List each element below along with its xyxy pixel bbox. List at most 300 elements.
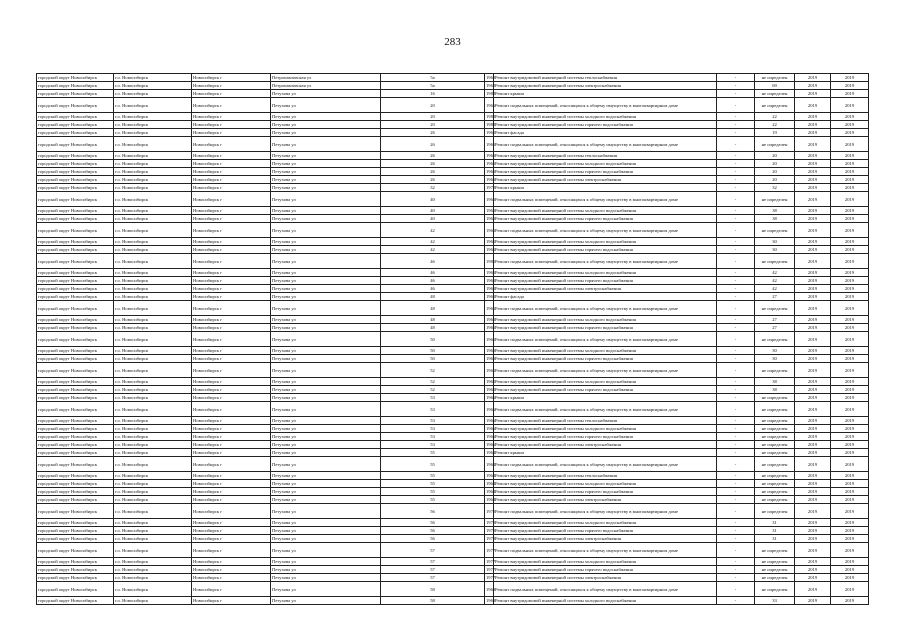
- district-cell: г.о. Новосибирск: [114, 269, 192, 277]
- plan-year-end-cell: 2019: [831, 363, 869, 378]
- plan-year-end-cell: 2019: [831, 160, 869, 168]
- street-cell: Петухова ул: [271, 176, 381, 184]
- district-cell: г.о. Новосибирск: [114, 378, 192, 386]
- table-row: [37, 332, 869, 347]
- plan-year-end-cell: 2019: [831, 285, 869, 293]
- district-cell: г.о. Новосибирск: [114, 527, 192, 535]
- district-cell: г.о. Новосибирск: [114, 566, 192, 574]
- plan-year-start-cell: 2019: [795, 449, 831, 457]
- plan-year-end-cell: 2019: [831, 113, 869, 121]
- work-type-cell: Ремонт подвальных помещений, относящихся к общему имуществу в многоквартирном доме: [494, 332, 717, 347]
- area-cell: -: [717, 82, 755, 90]
- area-cell: -: [717, 363, 755, 378]
- street-cell: Петухова ул: [271, 223, 381, 238]
- municipality-cell: городской округ Новосибирск: [37, 535, 114, 543]
- municipality-cell: городской округ Новосибирск: [37, 316, 114, 324]
- municipality-cell: городской округ Новосибирск: [37, 137, 114, 152]
- area-cell: -: [717, 425, 755, 433]
- work-type-cell: Ремонт внутридомовой инженерной системы холодного водоснабжения: [494, 160, 717, 168]
- municipality-cell: городской округ Новосибирск: [37, 246, 114, 254]
- work-type-cell: Ремонт подвальных помещений, относящихся к общему имуществу в многоквартирном доме: [494, 254, 717, 269]
- district-cell: г.о. Новосибирск: [114, 90, 192, 98]
- municipality-cell: городской округ Новосибирск: [37, 496, 114, 504]
- cost-cell: не определен: [755, 402, 795, 417]
- area-cell: -: [717, 504, 755, 519]
- house-number-cell: 52: [381, 386, 485, 394]
- street-cell: Петухова ул: [271, 402, 381, 417]
- district-cell: г.о. Новосибирск: [114, 363, 192, 378]
- year-cell: 1965: [486, 294, 496, 299]
- area-cell: -: [717, 597, 755, 605]
- cost-cell: не определен: [755, 332, 795, 347]
- house-number-cell: 55: [381, 480, 485, 488]
- house-number-cell: 56: [381, 519, 485, 527]
- year-cell: 1970: [485, 504, 494, 519]
- plan-year-end-cell: 2019: [831, 355, 869, 363]
- city-cell: Новосибирск г: [192, 441, 271, 449]
- street-cell: Петухова ул: [271, 449, 381, 457]
- table-row: [37, 238, 869, 246]
- plan-year-start-cell: 2019: [795, 433, 831, 441]
- street-cell: Петухова ул: [271, 137, 381, 152]
- work-type-cell: Ремонт внутридомовой инженерной системы электроснабжения: [494, 496, 717, 504]
- plan-year-end-cell: 2019: [831, 582, 869, 597]
- street-cell: Петухова ул: [271, 254, 381, 269]
- area-cell: -: [717, 480, 755, 488]
- street-cell: Петухова ул: [271, 386, 381, 394]
- plan-year-end-cell: 2019: [831, 192, 869, 207]
- work-type-cell: Ремонт внутридомовой инженерной системы теплоснабжения: [494, 152, 717, 160]
- plan-year-end-cell: 2019: [831, 238, 869, 246]
- plan-year-start-cell: 2019: [795, 238, 831, 246]
- year-cell: 1977: [486, 575, 496, 580]
- city-cell: Новосибирск г: [192, 363, 271, 378]
- work-type-cell: Ремонт внутридомовой инженерной системы теплоснабжения: [494, 74, 717, 82]
- plan-year-start-cell: 2019: [795, 488, 831, 496]
- area-cell: -: [717, 488, 755, 496]
- work-type-cell: Ремонт подвальных помещений, относящихся к общему имуществу в многоквартирном доме: [494, 301, 717, 316]
- work-type-cell: Ремонт внутридомовой инженерной системы горячего водоснабжения: [494, 355, 717, 363]
- plan-year-start-cell: 2019: [795, 496, 831, 504]
- street-cell: Петухова ул: [271, 394, 381, 402]
- year-cell: 1964: [485, 457, 494, 472]
- cost-cell: 20: [755, 176, 795, 184]
- city-cell: Новосибирск г: [192, 277, 271, 285]
- municipality-cell: городской округ Новосибирск: [37, 480, 114, 488]
- district-cell: г.о. Новосибирск: [114, 480, 192, 488]
- street-cell: Петухова ул: [271, 238, 381, 246]
- cost-cell: не определен: [755, 496, 795, 504]
- work-type-cell: Ремонт внутридомовой инженерной системы холодного водоснабжения: [494, 207, 717, 215]
- year-cell: 1965: [486, 161, 496, 166]
- year-cell: 1965: [486, 387, 496, 392]
- street-cell: Петухова ул: [271, 363, 381, 378]
- municipality-cell: городской округ Новосибирск: [37, 519, 114, 527]
- district-cell: г.о. Новосибирск: [114, 332, 192, 347]
- plan-year-end-cell: 2019: [831, 504, 869, 519]
- house-number-cell: 40: [381, 207, 485, 215]
- district-cell: г.о. Новосибирск: [114, 129, 192, 137]
- street-cell: Петухова ул: [271, 535, 381, 543]
- plan-year-start-cell: 2019: [795, 129, 831, 137]
- district-cell: г.о. Новосибирск: [114, 441, 192, 449]
- plan-year-end-cell: 2019: [831, 152, 869, 160]
- plan-year-start-cell: 2019: [795, 113, 831, 121]
- street-cell: Петухова ул: [271, 417, 381, 425]
- plan-year-start-cell: 2019: [795, 566, 831, 574]
- plan-year-end-cell: 2019: [831, 457, 869, 472]
- city-cell: Новосибирск г: [192, 472, 271, 480]
- city-cell: Новосибирск г: [192, 74, 271, 82]
- work-type-cell: Ремонт внутридомовой инженерной системы горячего водоснабжения: [494, 433, 717, 441]
- house-number-cell: 26: [381, 168, 485, 176]
- district-cell: г.о. Новосибирск: [114, 121, 192, 129]
- city-cell: Новосибирск г: [192, 160, 271, 168]
- district-cell: г.о. Новосибирск: [114, 386, 192, 394]
- cost-cell: не определен: [755, 543, 795, 558]
- city-cell: Новосибирск г: [192, 316, 271, 324]
- district-cell: г.о. Новосибирск: [114, 433, 192, 441]
- area-cell: -: [717, 472, 755, 480]
- city-cell: Новосибирск г: [192, 504, 271, 519]
- area-cell: -: [717, 347, 755, 355]
- table-row: [37, 543, 869, 558]
- year-cell: 1965: [486, 169, 496, 174]
- plan-year-start-cell: 2019: [795, 207, 831, 215]
- plan-year-start-cell: 2019: [795, 254, 831, 269]
- area-cell: -: [717, 324, 755, 332]
- municipality-cell: городской округ Новосибирск: [37, 90, 114, 98]
- house-number-cell: 55: [381, 457, 485, 472]
- area-cell: -: [717, 152, 755, 160]
- house-number-cell: 26: [381, 160, 485, 168]
- area-cell: -: [717, 519, 755, 527]
- plan-year-start-cell: 2019: [795, 74, 831, 82]
- cost-cell: 38: [755, 386, 795, 394]
- plan-year-start-cell: 2019: [795, 277, 831, 285]
- year-cell: 1966: [486, 442, 496, 447]
- year-cell: 1964: [486, 481, 496, 486]
- year-cell: 1985: [485, 254, 494, 269]
- cost-cell: не определен: [755, 574, 795, 582]
- work-type-cell: Ремонт подвальных помещений, относящихся к общему имуществу в многоквартирном доме: [494, 582, 717, 597]
- district-cell: г.о. Новосибирск: [114, 394, 192, 402]
- table-row: [37, 472, 869, 480]
- work-type-cell: Ремонт внутридомовой инженерной системы горячего водоснабжения: [494, 215, 717, 223]
- plan-year-start-cell: 2019: [795, 223, 831, 238]
- work-type-cell: Ремонт подвальных помещений, относящихся к общему имуществу в многоквартирном доме: [494, 223, 717, 238]
- cost-cell: 31: [755, 535, 795, 543]
- plan-year-end-cell: 2019: [831, 129, 869, 137]
- year-cell: 1970: [486, 536, 496, 541]
- cost-cell: не определен: [755, 566, 795, 574]
- city-cell: Новосибирск г: [192, 223, 271, 238]
- cost-cell: не определен: [755, 449, 795, 457]
- year-cell: 1965: [486, 270, 496, 275]
- year-cell: 1965: [485, 137, 494, 152]
- municipality-cell: городской округ Новосибирск: [37, 504, 114, 519]
- plan-year-end-cell: 2019: [831, 324, 869, 332]
- house-number-cell: 16: [381, 90, 485, 98]
- table-row: [37, 246, 869, 254]
- municipality-cell: городской округ Новосибирск: [37, 386, 114, 394]
- municipality-cell: городской округ Новосибирск: [37, 121, 114, 129]
- house-number-cell: 55: [381, 472, 485, 480]
- municipality-cell: городской округ Новосибирск: [37, 472, 114, 480]
- table-row: [37, 152, 869, 160]
- year-cell: 1966: [486, 434, 496, 439]
- work-type-cell: Ремонт крыши: [494, 394, 717, 402]
- table-row: [37, 129, 869, 137]
- year-cell: 1965: [486, 379, 496, 384]
- house-number-cell: 42: [381, 238, 485, 246]
- plan-year-start-cell: 2019: [795, 504, 831, 519]
- cost-cell: 42: [755, 285, 795, 293]
- street-cell: Петухова ул: [271, 293, 381, 301]
- municipality-cell: городской округ Новосибирск: [37, 285, 114, 293]
- plan-year-start-cell: 2019: [795, 363, 831, 378]
- district-cell: г.о. Новосибирск: [114, 496, 192, 504]
- plan-year-start-cell: 2019: [795, 378, 831, 386]
- house-number-cell: 52: [381, 363, 485, 378]
- house-number-cell: 26: [381, 129, 485, 137]
- area-cell: -: [717, 269, 755, 277]
- plan-year-start-cell: 2019: [795, 285, 831, 293]
- table-row: [37, 293, 869, 301]
- plan-year-start-cell: 2019: [795, 425, 831, 433]
- municipality-cell: городской округ Новосибирск: [37, 394, 114, 402]
- street-cell: Петухова ул: [271, 121, 381, 129]
- city-cell: Новосибирск г: [192, 90, 271, 98]
- work-type-cell: Ремонт подвальных помещений, относящихся к общему имуществу в многоквартирном доме: [494, 98, 717, 113]
- district-cell: г.о. Новосибирск: [114, 347, 192, 355]
- street-cell: Петухова ул: [271, 316, 381, 324]
- city-cell: Новосибирск г: [192, 355, 271, 363]
- cost-cell: 22: [755, 121, 795, 129]
- district-cell: г.о. Новосибирск: [114, 113, 192, 121]
- year-cell: 1965: [485, 192, 494, 207]
- year-cell: 1965: [486, 317, 496, 322]
- work-type-cell: Ремонт внутридомовой инженерной системы холодного водоснабжения: [494, 378, 717, 386]
- plan-year-end-cell: 2019: [831, 207, 869, 215]
- street-cell: Петухова ул: [271, 184, 381, 192]
- plan-year-end-cell: 2019: [831, 394, 869, 402]
- area-cell: -: [717, 402, 755, 417]
- municipality-cell: городской округ Новосибирск: [37, 223, 114, 238]
- district-cell: г.о. Новосибирск: [114, 402, 192, 417]
- municipality-cell: городской округ Новосибирск: [37, 238, 114, 246]
- area-cell: -: [717, 441, 755, 449]
- city-cell: Новосибирск г: [192, 238, 271, 246]
- house-number-cell: 48: [381, 316, 485, 324]
- work-type-cell: Ремонт внутридомовой инженерной системы горячего водоснабжения: [494, 121, 717, 129]
- cost-cell: не определен: [755, 558, 795, 566]
- plan-year-start-cell: 2019: [795, 176, 831, 184]
- cost-cell: не определен: [755, 457, 795, 472]
- street-cell: Петухова ул: [271, 480, 381, 488]
- table-row: [37, 394, 869, 402]
- street-cell: Петропавловская ул: [271, 74, 381, 82]
- street-cell: Петухова ул: [271, 597, 381, 605]
- cost-cell: не определен: [755, 441, 795, 449]
- table-row: [37, 558, 869, 566]
- cost-cell: 42: [755, 277, 795, 285]
- municipality-cell: городской округ Новосибирск: [37, 254, 114, 269]
- city-cell: Новосибирск г: [192, 566, 271, 574]
- city-cell: Новосибирск г: [192, 543, 271, 558]
- street-cell: Петухова ул: [271, 113, 381, 121]
- plan-year-end-cell: 2019: [831, 425, 869, 433]
- plan-year-end-cell: 2019: [831, 488, 869, 496]
- cost-cell: 38: [755, 207, 795, 215]
- plan-year-start-cell: 2019: [795, 574, 831, 582]
- area-cell: -: [717, 215, 755, 223]
- work-type-cell: Ремонт подвальных помещений, относящихся к общему имуществу в многоквартирном доме: [494, 137, 717, 152]
- area-cell: -: [717, 293, 755, 301]
- municipality-cell: городской округ Новосибирск: [37, 176, 114, 184]
- plan-year-end-cell: 2019: [831, 301, 869, 316]
- table-row: [37, 363, 869, 378]
- district-cell: г.о. Новосибирск: [114, 137, 192, 152]
- area-cell: -: [717, 113, 755, 121]
- district-cell: г.о. Новосибирск: [114, 582, 192, 597]
- plan-year-start-cell: 2019: [795, 184, 831, 192]
- table-row: [37, 316, 869, 324]
- work-type-cell: Ремонт внутридомовой инженерной системы электроснабжения: [494, 82, 717, 90]
- cost-cell: не определен: [755, 254, 795, 269]
- year-cell: 1977: [486, 559, 496, 564]
- city-cell: Новосибирск г: [192, 417, 271, 425]
- area-cell: -: [717, 449, 755, 457]
- district-cell: г.о. Новосибирск: [114, 504, 192, 519]
- year-cell: 1988: [486, 91, 496, 96]
- year-cell: 1965: [486, 153, 496, 158]
- year-cell: 1965: [486, 348, 496, 353]
- plan-year-start-cell: 2019: [795, 82, 831, 90]
- work-type-cell: Ремонт внутридомовой инженерной системы электроснабжения: [494, 535, 717, 543]
- district-cell: г.о. Новосибирск: [114, 184, 192, 192]
- house-number-cell: 58: [381, 597, 485, 605]
- street-cell: Петухова ул: [271, 285, 381, 293]
- plan-year-start-cell: 2019: [795, 332, 831, 347]
- house-number-cell: 48: [381, 324, 485, 332]
- street-cell: Петухова ул: [271, 277, 381, 285]
- district-cell: г.о. Новосибирск: [114, 168, 192, 176]
- area-cell: -: [717, 417, 755, 425]
- year-cell: 1960: [486, 75, 496, 80]
- year-cell: 1970: [486, 520, 496, 525]
- plan-year-start-cell: 2019: [795, 402, 831, 417]
- year-cell: 1964: [486, 489, 496, 494]
- work-type-cell: Ремонт фасада: [494, 129, 717, 137]
- municipality-cell: городской округ Новосибирск: [37, 417, 114, 425]
- house-number-cell: 57: [381, 558, 485, 566]
- cost-cell: 38: [755, 378, 795, 386]
- cost-cell: не определен: [755, 433, 795, 441]
- work-type-cell: Ремонт крыши: [494, 90, 717, 98]
- municipality-cell: городской округ Новосибирск: [37, 332, 114, 347]
- city-cell: Новосибирск г: [192, 301, 271, 316]
- table-row: [37, 417, 869, 425]
- city-cell: Новосибирск г: [192, 488, 271, 496]
- year-cell: 1964: [486, 450, 496, 455]
- area-cell: -: [717, 137, 755, 152]
- municipality-cell: городской округ Новосибирск: [37, 347, 114, 355]
- house-number-cell: 53: [381, 441, 485, 449]
- table-row: [37, 504, 869, 519]
- street-cell: Петухова ул: [271, 332, 381, 347]
- work-type-cell: Ремонт внутридомовой инженерной системы холодного водоснабжения: [494, 347, 717, 355]
- house-number-cell: 48: [381, 293, 485, 301]
- plan-year-end-cell: 2019: [831, 417, 869, 425]
- plan-year-end-cell: 2019: [831, 246, 869, 254]
- house-number-cell: 57: [381, 566, 485, 574]
- work-type-cell: Ремонт внутридомовой инженерной системы холодного водоснабжения: [494, 269, 717, 277]
- work-type-cell: Ремонт внутридомовой инженерной системы электроснабжения: [494, 285, 717, 293]
- district-cell: г.о. Новосибирск: [114, 449, 192, 457]
- municipality-cell: городской округ Новосибирск: [37, 324, 114, 332]
- plan-year-start-cell: 2019: [795, 192, 831, 207]
- municipality-cell: городской округ Новосибирск: [37, 168, 114, 176]
- area-cell: -: [717, 378, 755, 386]
- year-cell: 1966: [485, 402, 494, 417]
- street-cell: Петухова ул: [271, 441, 381, 449]
- year-cell: 1969: [485, 582, 494, 597]
- street-cell: Петухова ул: [271, 582, 381, 597]
- municipality-cell: городской округ Новосибирск: [37, 301, 114, 316]
- year-cell: 1960: [486, 83, 496, 88]
- house-number-cell: 56: [381, 527, 485, 535]
- city-cell: Новосибирск г: [192, 558, 271, 566]
- house-number-cell: 26: [381, 176, 485, 184]
- table-row: [37, 90, 869, 98]
- plan-year-start-cell: 2019: [795, 558, 831, 566]
- cost-cell: 30: [755, 246, 795, 254]
- plan-year-start-cell: 2019: [795, 417, 831, 425]
- area-cell: -: [717, 355, 755, 363]
- city-cell: Новосибирск г: [192, 168, 271, 176]
- year-cell: 1965: [486, 286, 496, 291]
- work-type-cell: Ремонт фасада: [494, 293, 717, 301]
- area-cell: -: [717, 207, 755, 215]
- cost-cell: не определен: [755, 480, 795, 488]
- plan-year-start-cell: 2019: [795, 215, 831, 223]
- cost-cell: 20: [755, 160, 795, 168]
- district-cell: г.о. Новосибирск: [114, 558, 192, 566]
- district-cell: г.о. Новосибирск: [114, 457, 192, 472]
- district-cell: г.о. Новосибирск: [114, 488, 192, 496]
- municipality-cell: городской округ Новосибирск: [37, 269, 114, 277]
- area-cell: -: [717, 457, 755, 472]
- year-cell: 1965: [486, 278, 496, 283]
- city-cell: Новосибирск г: [192, 378, 271, 386]
- plan-year-end-cell: 2019: [831, 137, 869, 152]
- table-row: [37, 566, 869, 574]
- table-row: [37, 269, 869, 277]
- plan-year-end-cell: 2019: [831, 496, 869, 504]
- plan-year-end-cell: 2019: [831, 277, 869, 285]
- area-cell: -: [717, 433, 755, 441]
- table-row: [37, 386, 869, 394]
- plan-year-start-cell: 2019: [795, 457, 831, 472]
- works-table: [36, 73, 869, 605]
- street-cell: Петухова ул: [271, 324, 381, 332]
- table-row: [37, 207, 869, 215]
- city-cell: Новосибирск г: [192, 425, 271, 433]
- cost-cell: 19: [755, 129, 795, 137]
- year-cell: 1965: [486, 216, 496, 221]
- city-cell: Новосибирск г: [192, 254, 271, 269]
